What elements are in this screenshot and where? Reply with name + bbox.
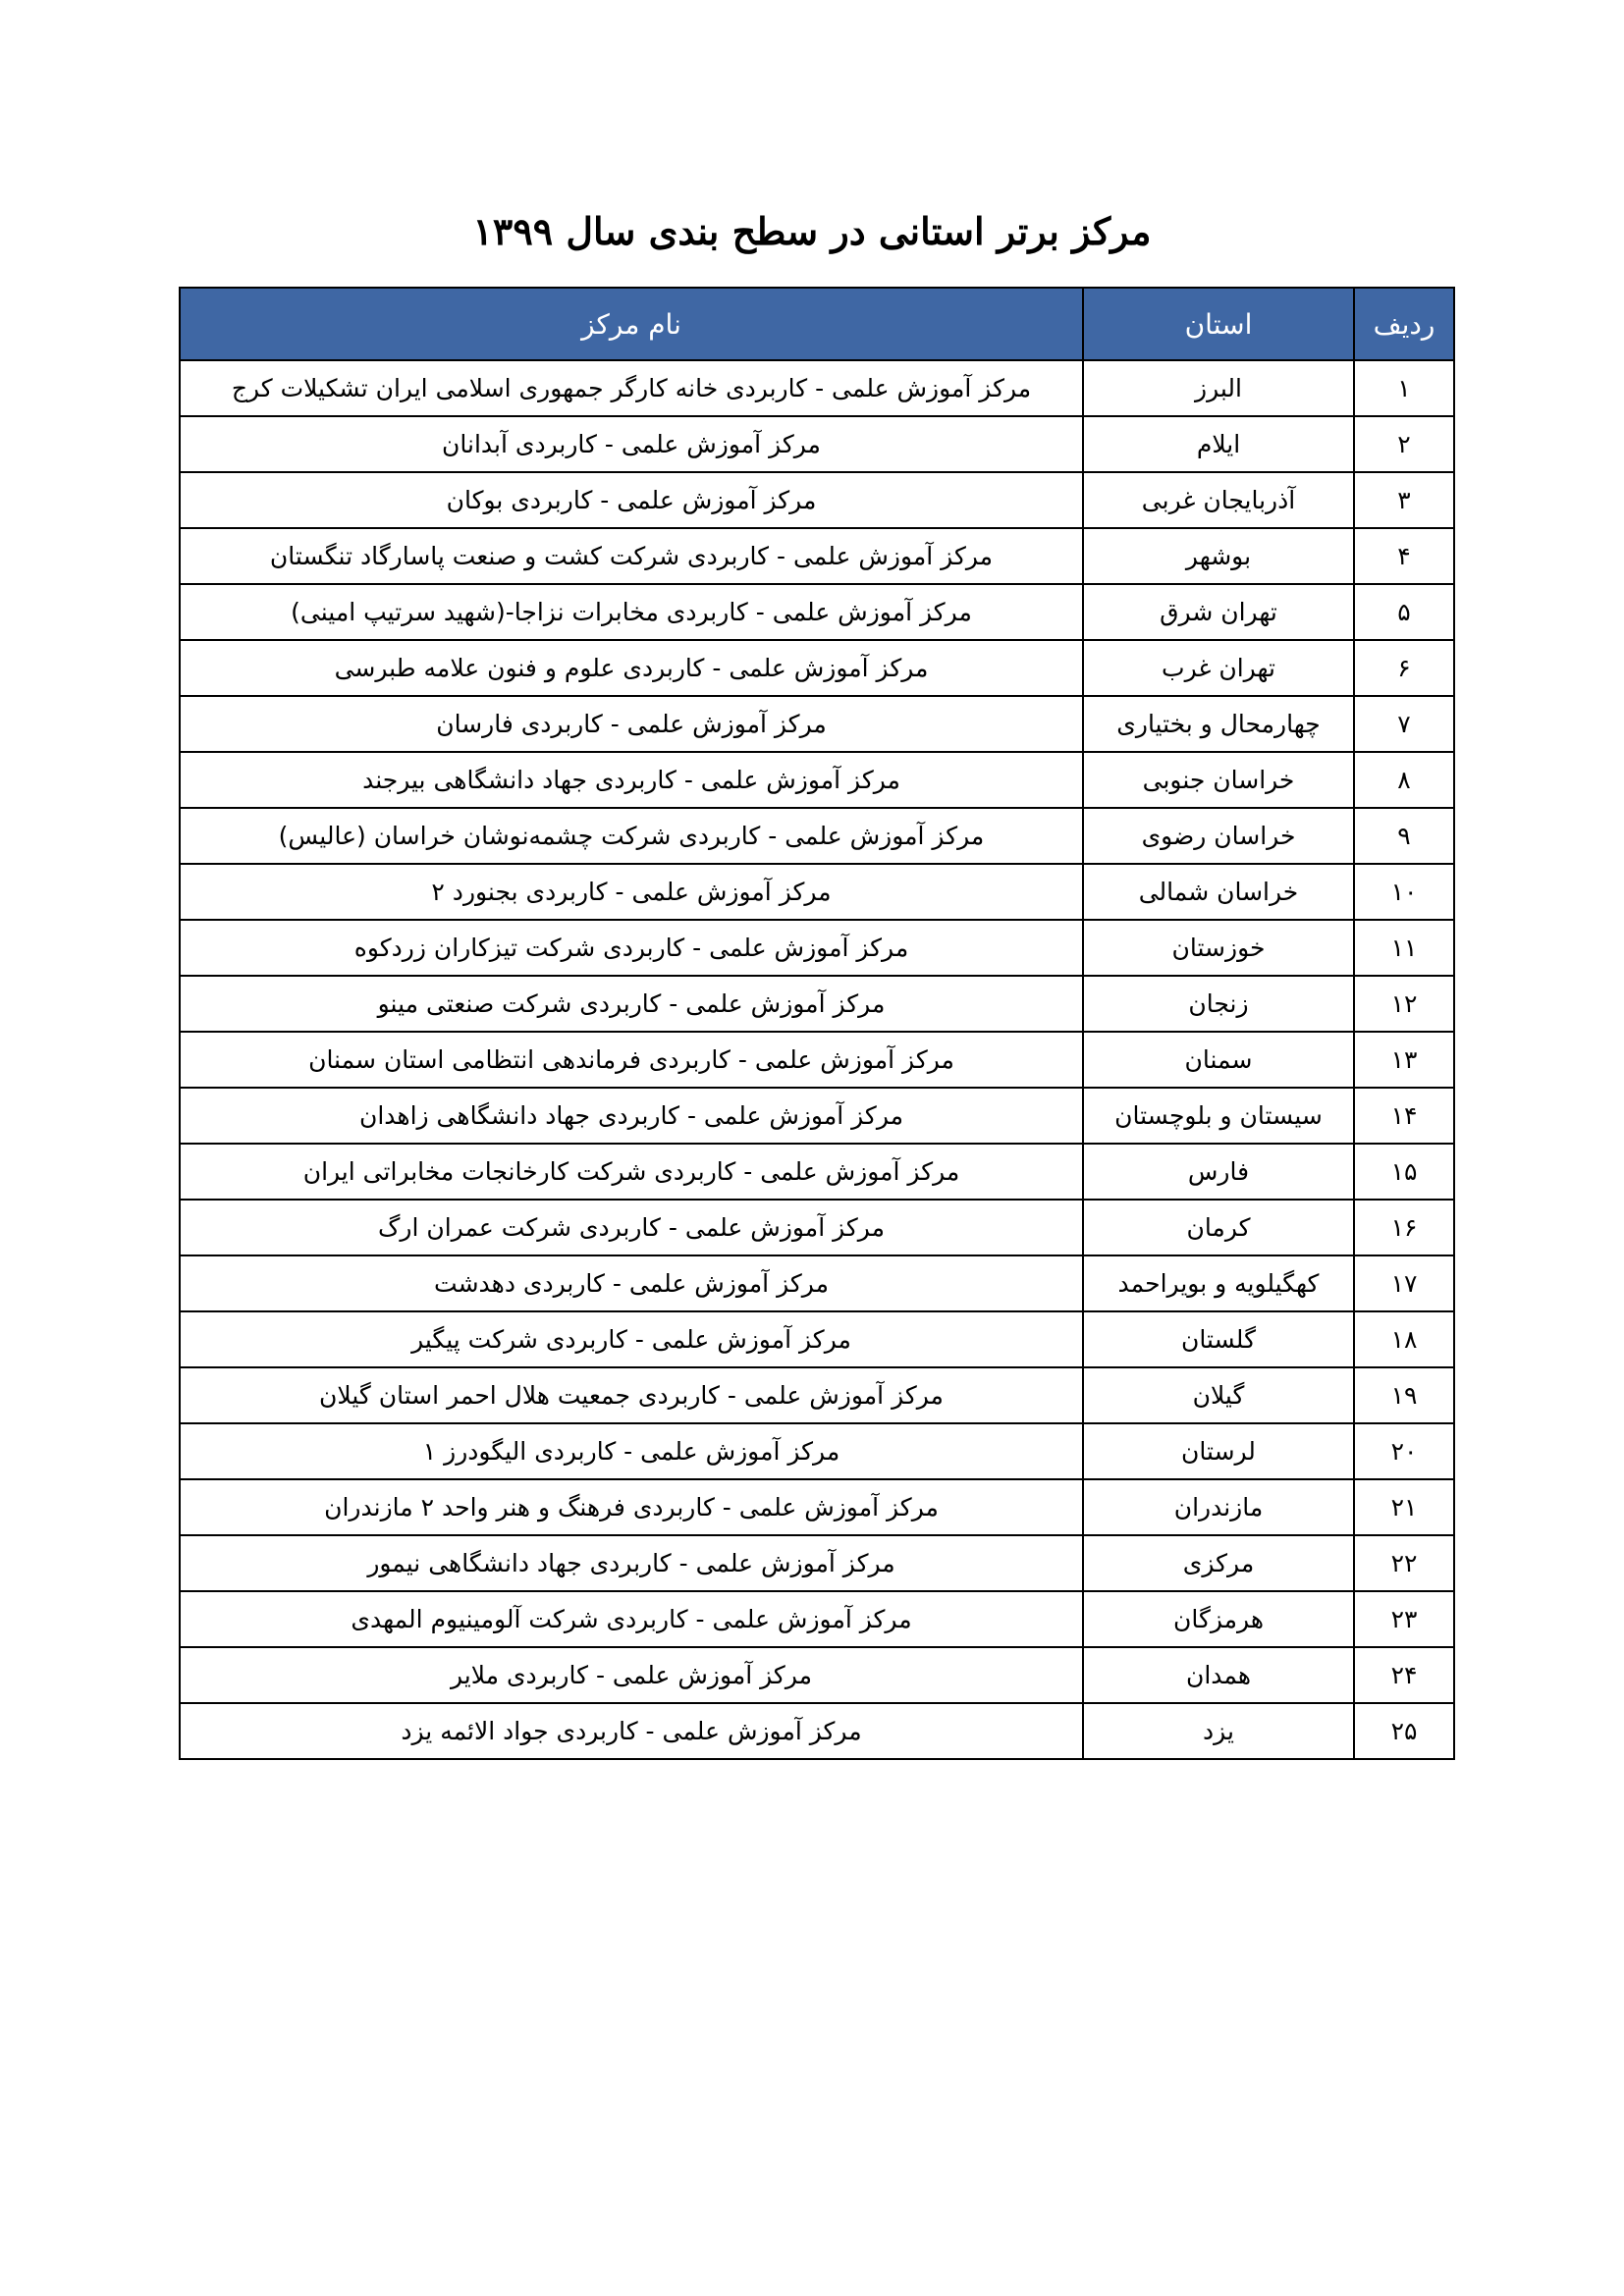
row-province: چهارمحال و بختیاری (1083, 696, 1354, 752)
table-row (180, 1591, 1454, 1647)
table-row (180, 1200, 1454, 1255)
row-index: ۱۱ (1354, 920, 1454, 976)
row-province: تهران غرب (1083, 640, 1354, 696)
row-index: ۲۵ (1354, 1703, 1454, 1759)
table-row (180, 1647, 1454, 1703)
row-province: خراسان جنوبی (1083, 752, 1354, 808)
row-province: فارس (1083, 1144, 1354, 1200)
table-row (180, 864, 1454, 920)
row-center-name: مرکز آموزش علمی - کاربردی شرکت صنعتی مینو (180, 976, 1083, 1032)
row-center-name: مرکز آموزش علمی - کاربردی فارسان (180, 696, 1083, 752)
header-index: ردیف (1354, 288, 1454, 360)
table-row (180, 1535, 1454, 1591)
row-index: ۹ (1354, 808, 1454, 864)
row-province: گلستان (1083, 1311, 1354, 1367)
row-center-name: مرکز آموزش علمی - کاربردی جهاد دانشگاهی بیرجند (180, 752, 1083, 808)
row-province: بوشهر (1083, 528, 1354, 584)
row-index: ۳ (1354, 472, 1454, 528)
row-province: البرز (1083, 360, 1354, 416)
row-center-name: مرکز آموزش علمی - کاربردی بجنورد ۲ (180, 864, 1083, 920)
row-province: آذربایجان غربی (1083, 472, 1354, 528)
row-province: خراسان رضوی (1083, 808, 1354, 864)
row-province: لرستان (1083, 1423, 1354, 1479)
row-center-name: مرکز آموزش علمی - کاربردی بوکان (180, 472, 1083, 528)
row-province: همدان (1083, 1647, 1354, 1703)
table-row (180, 976, 1454, 1032)
row-center-name: مرکز آموزش علمی - کاربردی جهاد دانشگاهی نیمور (180, 1535, 1083, 1591)
row-center-name: مرکز آموزش علمی - کاربردی جمعیت هلال احمر استان گیلان (180, 1367, 1083, 1423)
row-index: ۱۹ (1354, 1367, 1454, 1423)
row-center-name: مرکز آموزش علمی - کاربردی جواد الائمه یزد (180, 1703, 1083, 1759)
row-index: ۱۷ (1354, 1255, 1454, 1311)
row-center-name: مرکز آموزش علمی - کاربردی مخابرات نزاجا-(شهید سرتیپ امینی) (180, 584, 1083, 640)
centers-table (179, 287, 1455, 1760)
table-row (180, 1703, 1454, 1759)
row-index: ۱۶ (1354, 1200, 1454, 1255)
row-center-name: مرکز آموزش علمی - کاربردی شرکت عمران ارگ (180, 1200, 1083, 1255)
row-index: ۱۰ (1354, 864, 1454, 920)
table-row (180, 752, 1454, 808)
table-row (180, 472, 1454, 528)
row-province: سیستان و بلوچستان (1083, 1088, 1354, 1144)
table-header-row (180, 288, 1454, 360)
table-row (180, 360, 1454, 416)
row-index: ۲۱ (1354, 1479, 1454, 1535)
row-center-name: مرکز آموزش علمی - کاربردی آبدانان (180, 416, 1083, 472)
table-row (180, 640, 1454, 696)
table-row (180, 1144, 1454, 1200)
row-center-name: مرکز آموزش علمی - کاربردی شرکت کارخانجات مخابراتی ایران (180, 1144, 1083, 1200)
row-province: زنجان (1083, 976, 1354, 1032)
row-index: ۲۰ (1354, 1423, 1454, 1479)
row-index: ۱۸ (1354, 1311, 1454, 1367)
row-province: خوزستان (1083, 920, 1354, 976)
row-province: ایلام (1083, 416, 1354, 472)
row-center-name: مرکز آموزش علمی - کاربردی خانه کارگر جمهوری اسلامی ایران تشکیلات کرج (180, 360, 1083, 416)
row-index: ۱۴ (1354, 1088, 1454, 1144)
row-center-name: مرکز آموزش علمی - کاربردی شرکت کشت و صنعت پاسارگاد تنگستان (180, 528, 1083, 584)
row-center-name: مرکز آموزش علمی - کاربردی فرهنگ و هنر واحد ۲ مازندران (180, 1479, 1083, 1535)
table-row (180, 920, 1454, 976)
table-row (180, 528, 1454, 584)
table-row (180, 584, 1454, 640)
table-row (180, 1032, 1454, 1088)
header-center-name: نام مرکز (180, 288, 1083, 360)
row-province: یزد (1083, 1703, 1354, 1759)
row-province: سمنان (1083, 1032, 1354, 1088)
table-row (180, 416, 1454, 472)
table-row (180, 696, 1454, 752)
row-center-name: مرکز آموزش علمی - کاربردی شرکت پیگیر (180, 1311, 1083, 1367)
row-index: ۸ (1354, 752, 1454, 808)
row-province: گیلان (1083, 1367, 1354, 1423)
row-province: خراسان شمالی (1083, 864, 1354, 920)
row-index: ۴ (1354, 528, 1454, 584)
row-center-name: مرکز آموزش علمی - کاربردی فرماندهی انتظامی استان سمنان (180, 1032, 1083, 1088)
row-index: ۱ (1354, 360, 1454, 416)
row-center-name: مرکز آموزش علمی - کاربردی شرکت آلومینیوم المهدی (180, 1591, 1083, 1647)
row-index: ۷ (1354, 696, 1454, 752)
row-province: کهگیلویه و بویراحمد (1083, 1255, 1354, 1311)
table-row (180, 1088, 1454, 1144)
row-index: ۱۵ (1354, 1144, 1454, 1200)
row-center-name: مرکز آموزش علمی - کاربردی شرکت تیزکاران زردکوه (180, 920, 1083, 976)
row-center-name: مرکز آموزش علمی - کاربردی ملایر (180, 1647, 1083, 1703)
row-index: ۱۳ (1354, 1032, 1454, 1088)
page-title: مرکز برتر استانی در سطح بندی سال ۱۳۹۹ (472, 209, 1152, 253)
row-center-name: مرکز آموزش علمی - کاربردی شرکت چشمه‌نوشان خراسان (عالیس) (180, 808, 1083, 864)
row-index: ۲۴ (1354, 1647, 1454, 1703)
table-row (180, 1367, 1454, 1423)
table-row (180, 1423, 1454, 1479)
row-center-name: مرکز آموزش علمی - کاربردی جهاد دانشگاهی زاهدان (180, 1088, 1083, 1144)
row-index: ۵ (1354, 584, 1454, 640)
row-center-name: مرکز آموزش علمی - کاربردی دهدشت (180, 1255, 1083, 1311)
row-province: تهران شرق (1083, 584, 1354, 640)
row-index: ۲۲ (1354, 1535, 1454, 1591)
row-center-name: مرکز آموزش علمی - کاربردی الیگودرز ۱ (180, 1423, 1083, 1479)
header-province: استان (1083, 288, 1354, 360)
row-province: مرکزی (1083, 1535, 1354, 1591)
row-center-name: مرکز آموزش علمی - کاربردی علوم و فنون علامه طبرسی (180, 640, 1083, 696)
table-row (180, 808, 1454, 864)
table-row (180, 1255, 1454, 1311)
row-province: کرمان (1083, 1200, 1354, 1255)
table-row (180, 1311, 1454, 1367)
row-index: ۶ (1354, 640, 1454, 696)
row-index: ۱۲ (1354, 976, 1454, 1032)
row-province: مازندران (1083, 1479, 1354, 1535)
row-index: ۲ (1354, 416, 1454, 472)
table-row (180, 1479, 1454, 1535)
row-province: هرمزگان (1083, 1591, 1354, 1647)
row-index: ۲۳ (1354, 1591, 1454, 1647)
